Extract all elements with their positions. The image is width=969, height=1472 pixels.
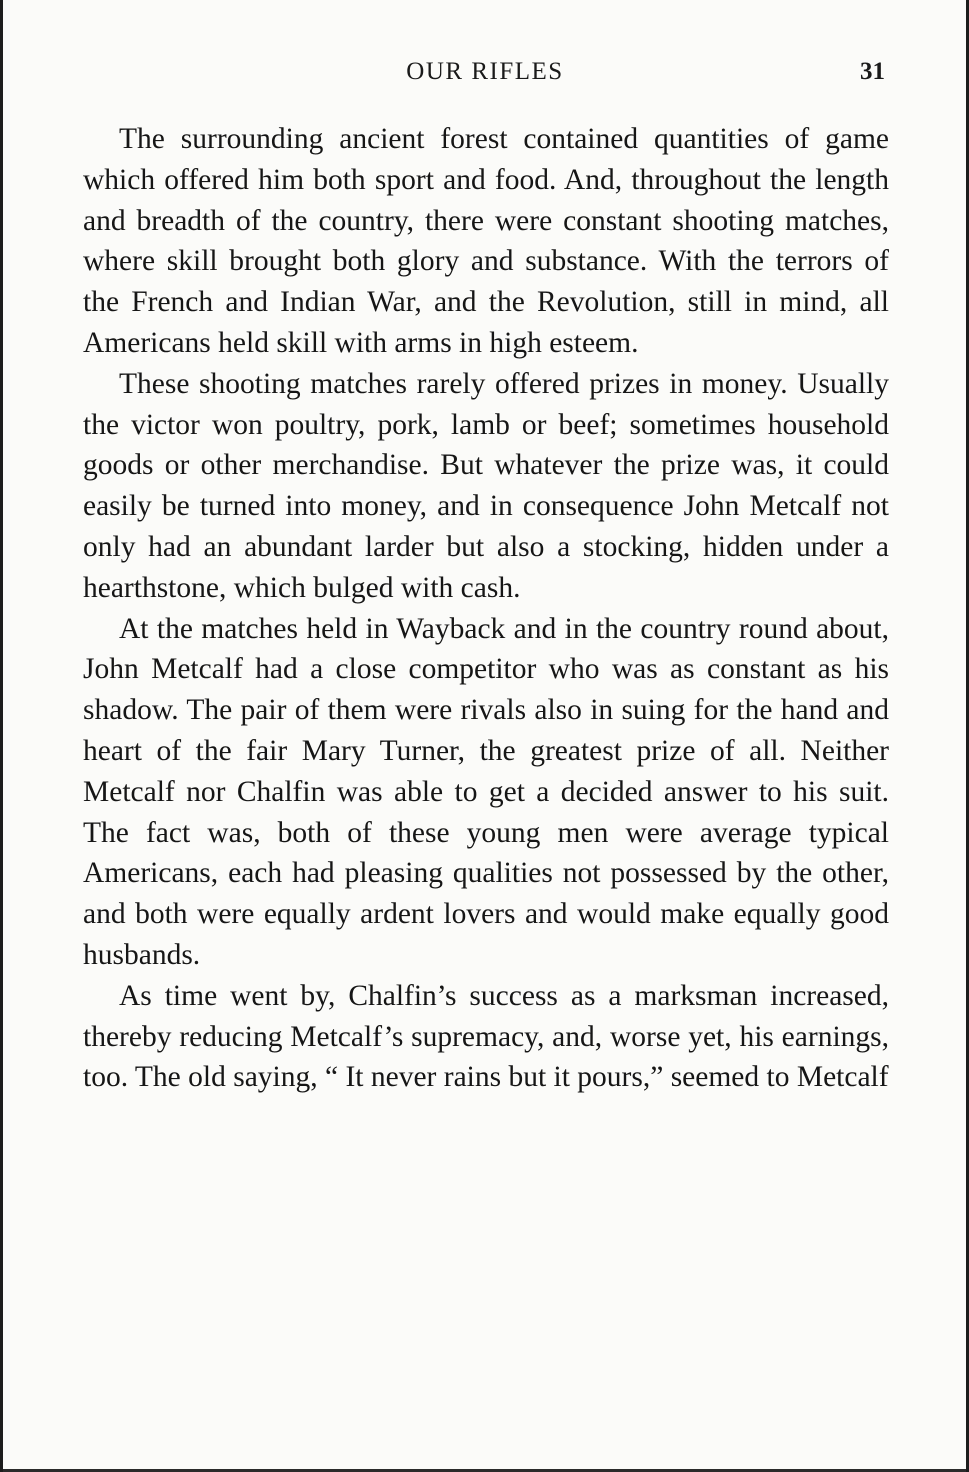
running-head [83,58,887,94]
paragraph-4: As time went by, Chalfin’s success as a marksman increased, thereby reducing Metcalf’s supremacy, and, worse yet, his earnings, too. The old saying, “ It never rains but it pours,” seemed to Metcalf [83,979,889,1094]
paragraph-1: The surrounding ancient forest contained quantities of game which offered him both sport and food. And, throughout the length and breadth of the country, there were constant shooting matches, where skill brought both glory and substance. With the terrors of the French and Indian War, and the Revolution, still in mind, all Americans held skill with arms in high esteem. [83,123,889,359]
paragraph-3: At the matches held in Wayback and in the country round about, John Metcalf had a close competitor who was as constant as his shadow. The pair of them were rivals also in suing for the hand and heart of the fair Mary Turner, the greatest prize of all. Neither Metcalf nor Chalfin was able to get a decided answer to his suit. The fact was, both of these young men were average typical Americans, each had pleasing qualities not possessed by the other, and both were equally ardent lovers and would make equally good husbands. [83,612,889,971]
page-number: 31 [860,58,885,85]
running-title: OUR RIFLES [406,58,564,85]
paragraph-2: These shooting matches rarely offered prizes in money. Usually the victor won poultry, pork, lamb or beef; sometimes household goods or other merchandise. But whatever the prize was, it could easily be turned into money, and in consequence John Metcalf not only had an abundant larder but also a stocking, hidden under a hearthstone, which bulged with cash. [83,367,889,604]
body-text [83,119,889,1098]
